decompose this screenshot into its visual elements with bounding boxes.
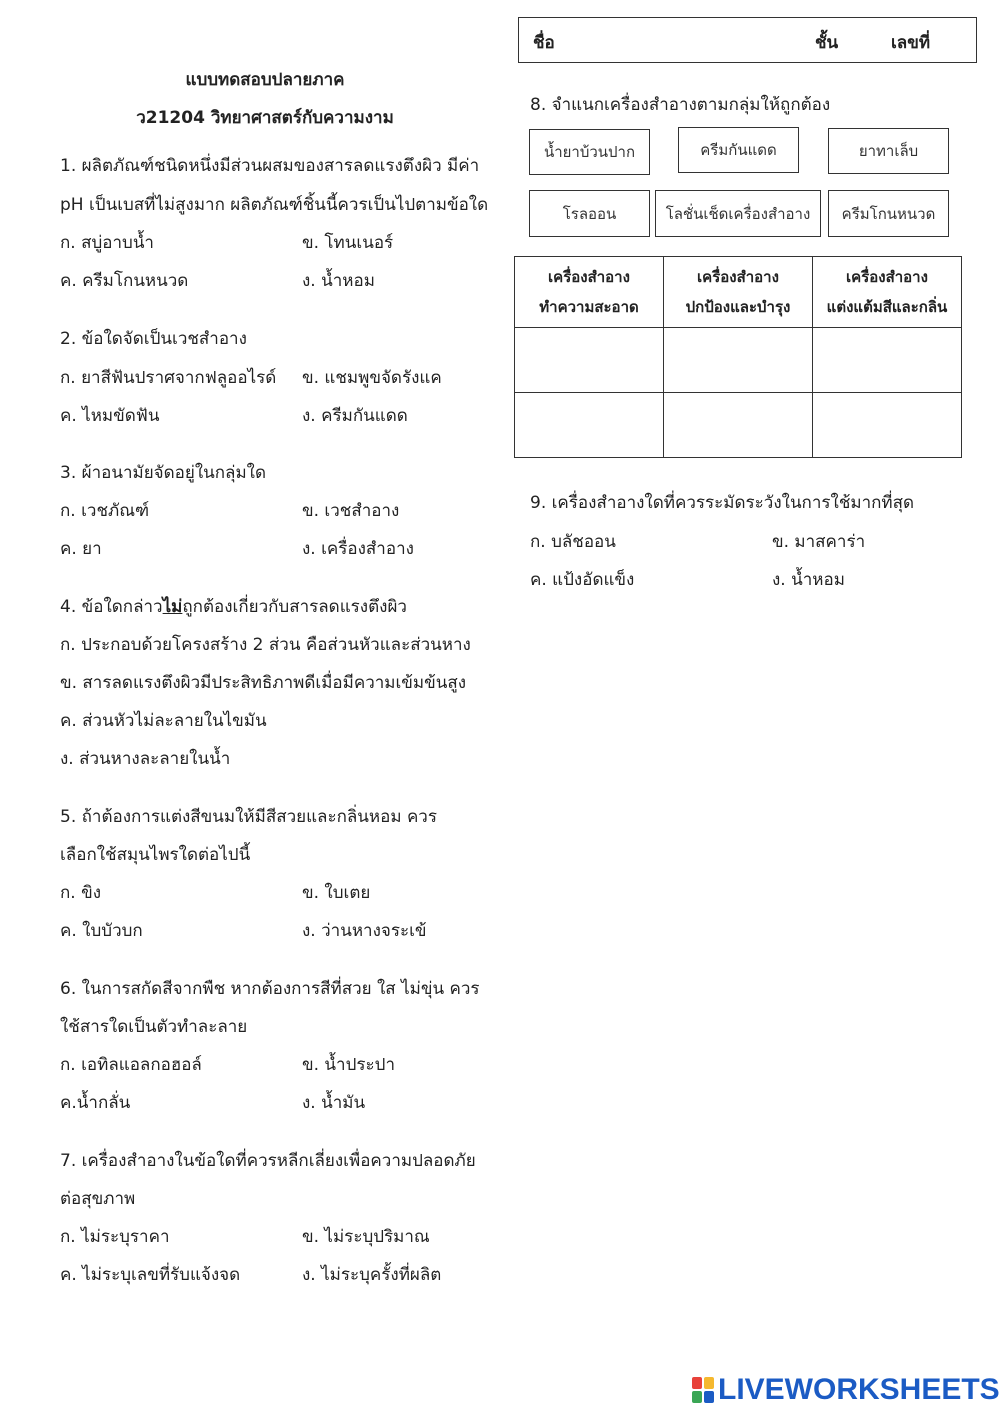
- q5-text-1: 5. ถ้าต้องการแต่งสีขนมให้มีสีสวยและกลิ่นหอม ควร: [60, 807, 437, 827]
- q4-option-a: ก. ประกอบด้วยโครงสร้าง 2 ส่วน คือส่วนหัวและส่วนหาง: [60, 635, 471, 655]
- q2-option-c: ค. ไหมขัดฟัน: [60, 406, 160, 426]
- drop-zone-cleansing-1[interactable]: [515, 328, 664, 393]
- q1-text-2: pH เป็นเบสที่ไม่สูงมาก ผลิตภัณฑ์ชิ้นนี้ควรเป็นไปตามข้อใด: [60, 195, 489, 215]
- header-protective-line2: ปกป้องและบำรุง: [685, 298, 791, 316]
- number-label: เลขที่: [891, 33, 931, 53]
- q5-option-b: ข. ใบเตย: [302, 883, 371, 903]
- q4-text-post: ถูกต้องเกี่ยวกับสารลดแรงตึงผิว: [182, 597, 407, 617]
- q3-option-d: ง. เครื่องสำอาง: [302, 539, 414, 559]
- q4-option-c: ค. ส่วนหัวไม่ละลายในไขมัน: [60, 711, 267, 731]
- header-protective-line1: เครื่องสำอาง: [697, 268, 779, 286]
- header-protective: [664, 257, 813, 328]
- header-decorative: [813, 257, 962, 328]
- q2-option-a: ก. ยาสีฟันปราศจากฟลูออไรด์: [60, 368, 277, 388]
- logo-text: LIVEWORKSHEETS: [718, 1373, 1000, 1406]
- drop-zone-decorative-2[interactable]: [813, 393, 962, 458]
- table-header-row: [515, 257, 962, 328]
- exam-subject: ว21204 วิทยาศาสตร์กับความงาม: [136, 108, 394, 128]
- q5-option-d: ง. ว่านหางจระเข้: [302, 921, 427, 941]
- logo-mark-square: [704, 1391, 714, 1403]
- class-label: ชั้น: [815, 33, 839, 53]
- q1-text-1: 1. ผลิตภัณฑ์ชนิดหนึ่งมีส่วนผสมของสารลดแรงตึงผิว มีค่า: [60, 156, 480, 176]
- liveworksheets-logo: [692, 1370, 1000, 1410]
- table-row: [515, 393, 962, 458]
- q1-option-a: ก. สบู่อาบน้ำ: [60, 233, 154, 253]
- drag-word-shaving-cream[interactable]: ครีมโกนหนวด: [828, 190, 949, 237]
- student-info-box: [518, 17, 977, 63]
- q3-option-b: ข. เวชสำอาง: [302, 501, 400, 521]
- q9-option-b: ข. มาสคาร่า: [772, 532, 866, 552]
- q6-text-2: ใช้สารใดเป็นตัวทำละลาย: [60, 1017, 248, 1037]
- drop-zone-decorative-1[interactable]: [813, 328, 962, 393]
- logo-mark-square: [692, 1391, 702, 1403]
- q3-option-c: ค. ยา: [60, 539, 102, 559]
- q9-option-c: ค. แป้งอัดแข็ง: [530, 570, 635, 590]
- q8-text-1: 8. จำแนกเครื่องสำอางตามกลุ่มให้ถูกต้อง: [530, 95, 831, 115]
- logo-mark-square: [692, 1377, 702, 1389]
- header-cleansing-line1: เครื่องสำอาง: [548, 268, 630, 286]
- q5-option-c: ค. ใบบัวบก: [60, 921, 143, 941]
- q7-option-d: ง. ไม่ระบุครั้งที่ผลิต: [302, 1265, 442, 1285]
- q4-text-pre: 4. ข้อใดกล่าว: [60, 597, 163, 617]
- q6-option-b: ข. น้ำประปา: [302, 1055, 395, 1075]
- q4-option-d: ง. ส่วนหางละลายในน้ำ: [60, 749, 231, 769]
- q4-option-b: ข. สารลดแรงตึงผิวมีประสิทธิภาพดีเมื่อมีความเข้มข้นสูง: [60, 673, 467, 693]
- name-label: ชื่อ: [533, 33, 555, 53]
- q7-text-2: ต่อสุขภาพ: [60, 1189, 136, 1209]
- q5-option-a: ก. ขิง: [60, 883, 102, 903]
- q1-option-d: ง. น้ำหอม: [302, 271, 375, 291]
- logo-mark-icon: [692, 1377, 714, 1403]
- q2-option-b: ข. แชมพูขจัดรังแค: [302, 368, 442, 388]
- drag-word-nail-polish[interactable]: ยาทาเล็บ: [828, 128, 949, 174]
- q7-option-b: ข. ไม่ระบุปริมาณ: [302, 1227, 430, 1247]
- q2-text-1: 2. ข้อใดจัดเป็นเวชสำอาง: [60, 329, 247, 349]
- q9-option-d: ง. น้ำหอม: [772, 570, 845, 590]
- q6-option-d: ง. น้ำมัน: [302, 1093, 366, 1113]
- drag-word-roll-on[interactable]: โรลออน: [529, 190, 650, 237]
- q9-option-a: ก. บลัชออน: [530, 532, 616, 552]
- q3-text-1: 3. ผ้าอนามัยจัดอยู่ในกลุ่มใด: [60, 463, 267, 483]
- q9-text-1: 9. เครื่องสำอางใดที่ควรระมัดระวังในการใช้มากที่สุด: [530, 493, 915, 513]
- q1-option-c: ค. ครีมโกนหนวด: [60, 271, 189, 291]
- q2-option-d: ง. ครีมกันแดด: [302, 406, 408, 426]
- header-cleansing-line2: ทำความสะอาด: [539, 298, 639, 316]
- header-decorative-line2: แต่งแต้มสีและกลิ่น: [826, 298, 948, 316]
- q4-text-1: [60, 595, 407, 619]
- q3-option-a: ก. เวชภัณฑ์: [60, 501, 150, 521]
- q4-text-emphasis: ไม่: [162, 597, 183, 617]
- header-decorative-line1: เครื่องสำอาง: [846, 268, 928, 286]
- drop-zone-protective-2[interactable]: [664, 393, 813, 458]
- q7-text-1: 7. เครื่องสำอางในข้อใดที่ควรหลีกเลี่ยงเพื่อความปลอดภัย: [60, 1151, 476, 1171]
- table-row: [515, 328, 962, 393]
- q6-option-c: ค.น้ำกลั่น: [60, 1093, 131, 1113]
- q6-option-a: ก. เอทิลแอลกอฮอล์: [60, 1055, 202, 1075]
- q1-option-b: ข. โทนเนอร์: [302, 233, 394, 253]
- drag-word-makeup-remover[interactable]: โลชั่นเช็ดเครื่องสำอาง: [655, 190, 821, 237]
- exam-title: แบบทดสอบปลายภาค: [185, 70, 345, 90]
- drop-zone-protective-1[interactable]: [664, 328, 813, 393]
- drop-zone-cleansing-2[interactable]: [515, 393, 664, 458]
- classification-table: [514, 256, 962, 458]
- logo-mark-square: [704, 1377, 714, 1389]
- drag-word-mouthwash[interactable]: น้ำยาบ้วนปาก: [529, 129, 650, 175]
- q5-text-2: เลือกใช้สมุนไพรใดต่อไปนี้: [60, 845, 251, 865]
- q7-option-c: ค. ไม่ระบุเลขที่รับแจ้งจด: [60, 1265, 241, 1285]
- q6-text-1: 6. ในการสกัดสีจากพืช หากต้องการสีที่สวย ใส ไม่ขุ่น ควร: [60, 979, 480, 999]
- header-cleansing: [515, 257, 664, 328]
- drag-word-sunscreen[interactable]: ครีมกันแดด: [678, 127, 799, 173]
- q7-option-a: ก. ไม่ระบุราคา: [60, 1227, 170, 1247]
